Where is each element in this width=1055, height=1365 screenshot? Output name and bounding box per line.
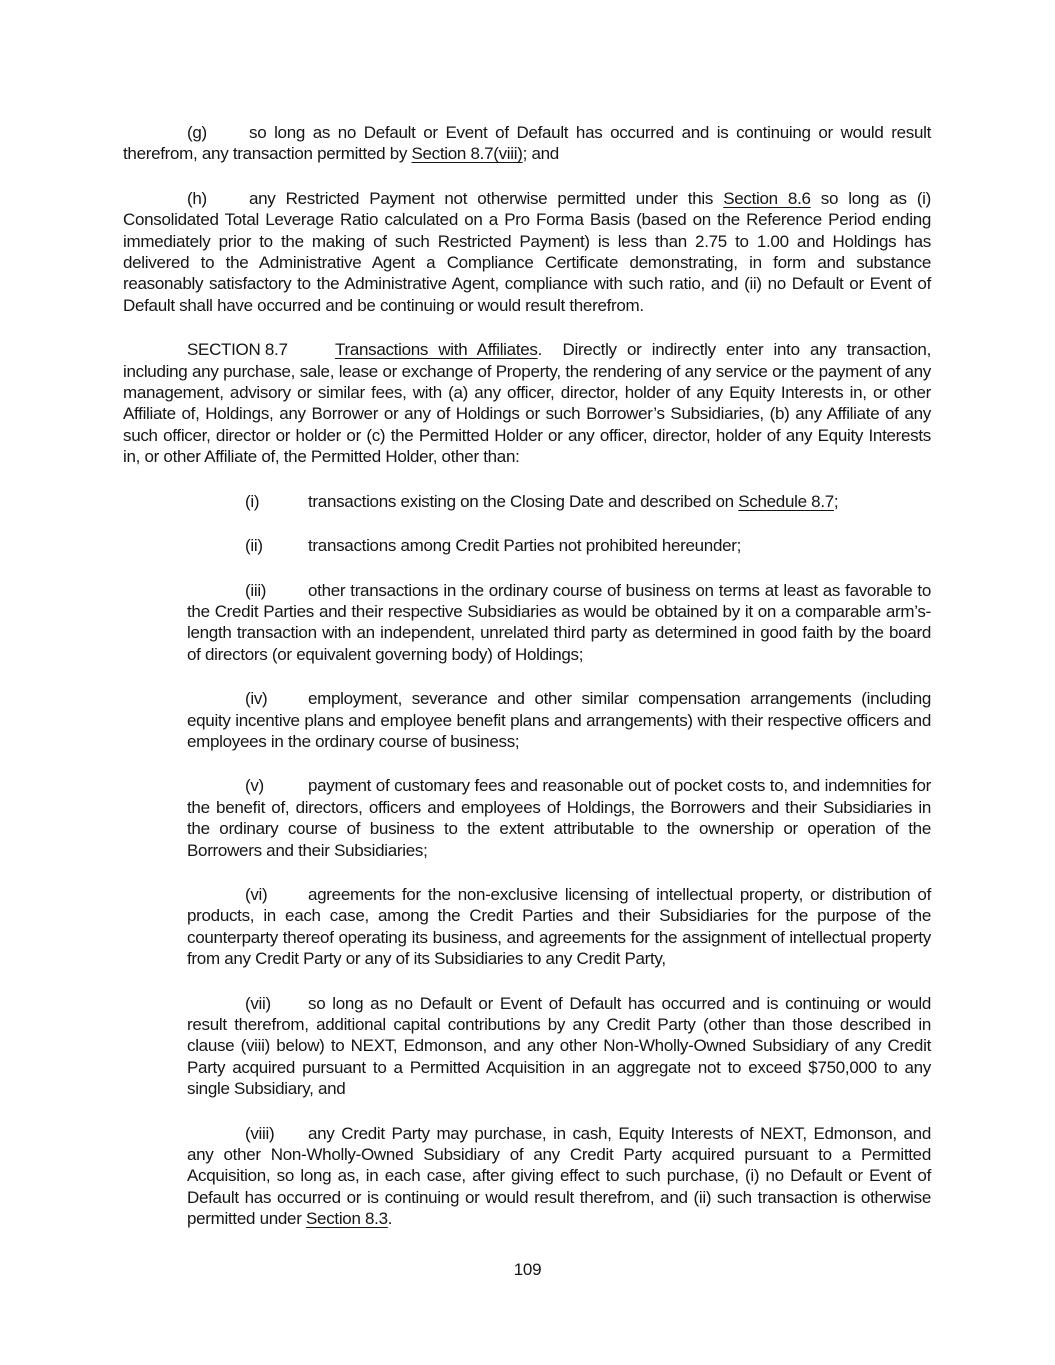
paragraph-text: . Directly or indirectly enter into any transaction, including any purchase, sale, lease or exchange of Property, the rendering of any service or the payment of any management, advisory or similar fees, with (a) any officer, director, holder of any Equity Interests in, or other Affiliate of, Holdings, any Borrower or any of Holdings or such Borrower’s Subsidiaries, (b) any Affiliate of any such officer, director or holder or (c) the Permitted Holder or any officer, director, holder of any Equity Interests in, or other Affiliate of, the Permitted Holder, other than: (123, 340, 932, 467)
paragraph-text: . (387, 1209, 393, 1229)
paragraph-label: (iii) (245, 580, 267, 600)
paragraph-label: (i) (245, 491, 260, 511)
paragraph-h (123, 188, 931, 316)
paragraph-ii (187, 535, 931, 556)
paragraph-label: SECTION 8.7 (187, 340, 288, 360)
paragraph-vi (187, 884, 931, 970)
paragraph-text: agreements for the non-exclusive licensing of intellectual property, or distribution of products, in each case, among the Credit Parties and their Subsidiaries for the purpose of the counterparty thereof operating its business, and agreements for the assignment of intellectual property from any Credit Party or any of its Subsidiaries to any Credit Party, (187, 884, 931, 969)
document-body (123, 122, 931, 1253)
paragraph-label: (iv) (245, 689, 268, 709)
paragraph-text: other transactions in the ordinary course of business on terms at least as favorable to the Credit Parties and their respective Subsidiaries as would be obtained by it on a comparable arm’s-length transaction with an independent, unrelated third party as determined in good faith by the board of directors (or equivalent governing body) of Holdings; (187, 580, 931, 664)
paragraph-text: ; (833, 491, 839, 511)
underlined-reference: Schedule 8.7 (738, 491, 834, 511)
paragraph-text: transactions among Credit Parties not prohibited hereunder; (308, 536, 742, 556)
paragraph-v (187, 775, 931, 861)
underlined-reference: Section 8.7(viii) (411, 144, 523, 164)
paragraph-label: (vi) (245, 884, 268, 904)
paragraph-label: (v) (245, 776, 264, 796)
paragraph-section-87 (123, 339, 931, 467)
paragraph-text: any Credit Party may purchase, in cash, Equity Interests of NEXT, Edmonson, and any other Non-Wholly-Owned Subsidiary of any Credit Party acquired pursuant to a Permitted Acquisition, so long as, in each case, after giving effect to such purchase, (i) no Default or Event of Default has occurred or is continuing or would result therefrom, and (ii) such transaction is otherwise permitted under (187, 1123, 931, 1229)
paragraph-text: any Restricted Payment not otherwise permitted under this (249, 188, 724, 208)
paragraph-i (187, 491, 931, 512)
paragraph-text: ; and (522, 144, 559, 164)
paragraph-text: employment, severance and other similar compensation arrangements (including equity incentive plans and employee benefit plans and arrangements) with their respective officers and employees in the ordinary course of business; (187, 689, 931, 751)
paragraph-text: so long as (i) Consolidated Total Leverage Ratio calculated on a Pro Forma Basis (based on the Reference Period ending immediately prior to the making of such Restricted Payment) is less than 2.75 to 1.00 and Holdings has delivered to the Administrative Agent a Compliance Certificate demonstrating, in form and substance reasonably satisfactory to the Administrative Agent, compliance with such ratio, and (ii) no Default or Event of Default shall have occurred and be continuing or would result therefrom. (123, 188, 932, 315)
paragraph-label: (h) (187, 188, 207, 208)
underlined-reference: Transactions with Affiliates (335, 340, 538, 360)
underlined-reference: Section 8.6 (723, 188, 811, 208)
page-number: 109 (513, 1260, 542, 1279)
paragraph-iii (187, 580, 931, 666)
paragraph-label: (g) (187, 123, 207, 142)
paragraph-text: so long as no Default or Event of Default has occurred and is continuing or would result therefrom, additional capital contributions by any Credit Party (other than those described in clause (viii) below) to NEXT, Edmonson, and any other Non-Wholly-Owned Subsidiary of any Credit Party acquired pursuant to a Permitted Acquisition in an aggregate not to exceed $750,000 to any single Subsidiary, and (187, 993, 931, 1099)
paragraph-viii (187, 1123, 931, 1230)
underlined-reference: Section 8.3 (306, 1209, 388, 1229)
paragraph-text: payment of customary fees and reasonable out of pocket costs to, and indemnities for the benefit of, directors, officers and employees of Holdings, the Borrowers and their Subsidiaries in the ordinary course of business to the extent attributable to the ownership or operation of the Borrowers and their Subsidiaries; (187, 776, 931, 860)
paragraph-text: so long as no Default or Event of Default has occurred and is continuing or would result therefrom, any transaction permitted by (123, 123, 931, 164)
paragraph-g (123, 122, 931, 165)
paragraph-label: (vii) (245, 993, 271, 1013)
paragraph-label: (ii) (245, 536, 263, 556)
paragraph-text: transactions existing on the Closing Date and described on (308, 491, 739, 511)
paragraph-iv (187, 688, 931, 752)
paragraph-label: (viii) (245, 1123, 275, 1143)
paragraph-vii (187, 993, 931, 1100)
